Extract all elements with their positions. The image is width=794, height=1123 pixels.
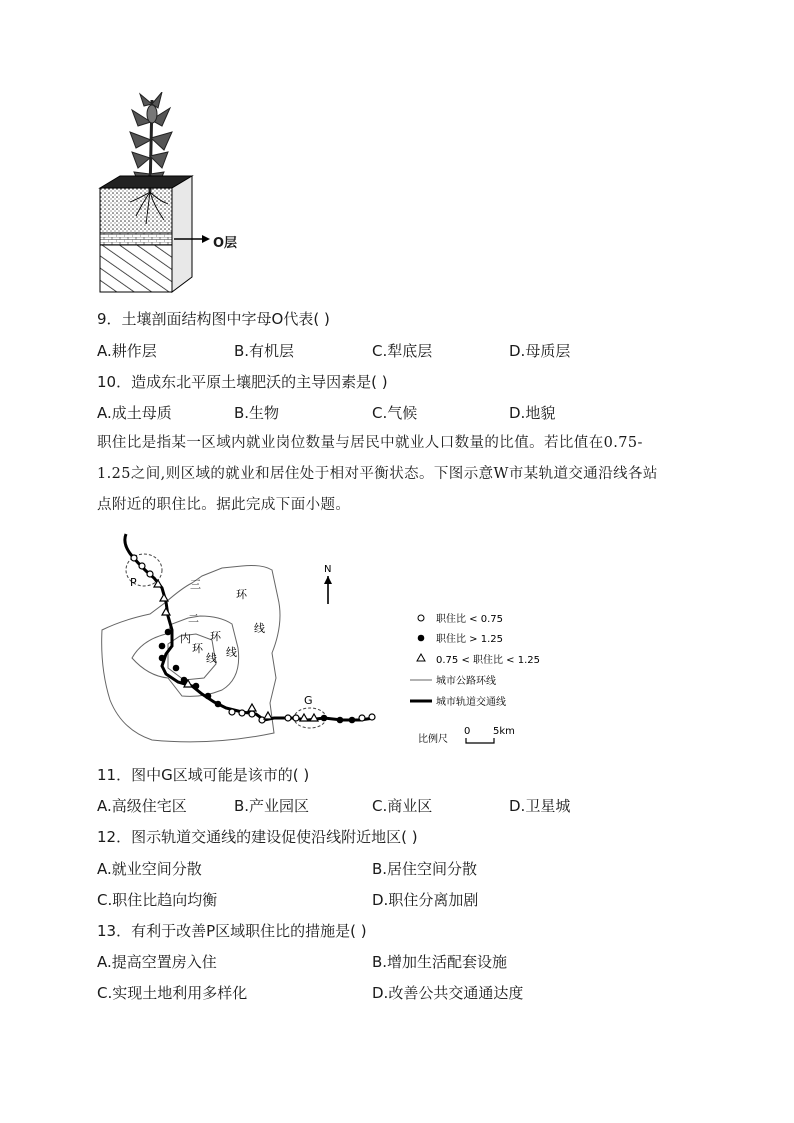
stations-low (131, 555, 375, 723)
label-g: G (304, 694, 313, 707)
q9-option-d: D.母质层 (509, 342, 571, 360)
q11-option-c: C.商业区 (372, 797, 433, 815)
inner-char-2: 环 (192, 642, 203, 655)
inner-char-3: 线 (206, 652, 217, 665)
q9-option-a: A.耕作层 (97, 342, 157, 360)
q12-option-b: B.居住空间分散 (372, 860, 478, 878)
question-13-stem: 13．有利于改善P区域职住比的措施是( ) (97, 922, 367, 940)
question-11-stem: 11．图中G区域可能是该市的( ) (97, 766, 310, 784)
q13-option-a: A.提高空置房入住 (97, 953, 217, 971)
soil-layer-parent (100, 245, 172, 292)
passage-line-1: 职住比是指某一区域内就业岗位数量与居民中就业人口数量的比值。若比值在0.75- (97, 435, 643, 451)
scale-bar (466, 738, 494, 743)
soil-profile-diagram (92, 92, 262, 302)
north-label: N (324, 564, 332, 575)
legend-low: 职住比 < 0.75 (436, 614, 504, 625)
map-legend (410, 612, 540, 745)
question-10-stem: 10．造成东北平原土壤肥沃的主导因素是( ) (97, 373, 388, 391)
ring2-char-2: 环 (210, 630, 221, 643)
scale-zero: 0 (464, 726, 471, 737)
q9-option-b: B.有机层 (234, 342, 295, 360)
rail-map-figure (92, 528, 552, 758)
q10-option-a: A.成土母质 (97, 404, 172, 422)
q10-option-c: C.气候 (372, 404, 418, 422)
scale-label: 比例尺 (418, 734, 448, 745)
soil-profile-figure (92, 92, 262, 302)
q10-option-d: D.地貌 (509, 404, 556, 422)
q13-option-d: D.改善公共交通通达度 (372, 984, 524, 1002)
q13-option-b: B.增加生活配套设施 (372, 953, 508, 971)
rail-map (92, 528, 552, 758)
legend-rail: 城市轨道交通线 (436, 697, 506, 708)
north-arrow-icon (324, 564, 332, 604)
legend-ring-road: 城市公路环线 (436, 676, 496, 687)
question-12-stem: 12．图示轨道交通线的建设促使沿线附近地区( ) (97, 828, 418, 846)
passage (97, 428, 697, 521)
passage-line-3: 点附近的职住比。据此完成下面小题。 (97, 497, 351, 513)
soil-layer-o (100, 233, 172, 245)
ring2-char-3: 线 (226, 646, 237, 659)
rail-line (125, 534, 374, 720)
legend-high: 职住比 > 1.25 (436, 634, 504, 645)
inner-char-1: 内 (180, 632, 191, 645)
q10-option-b: B.生物 (234, 404, 280, 422)
ring3-char-3: 线 (254, 622, 265, 635)
ring3-char-1: 三 (190, 578, 201, 591)
q9-option-c: C.犁底层 (372, 342, 433, 360)
label-p: P (130, 576, 137, 589)
q11-option-a: A.高级住宅区 (97, 797, 187, 815)
legend-balanced: 0.75 < 职住比 < 1.25 (436, 655, 541, 666)
passage-line-2: 1.25之间,则区域的就业和居住处于相对平衡状态。下图示意W市某轨道交通沿线各站 (97, 466, 658, 482)
q12-option-c: C.职住比趋向均衡 (97, 891, 218, 909)
soil-layer-organic (100, 188, 172, 233)
q11-option-d: D.卫星城 (509, 797, 571, 815)
question-9-stem: 9．土壤剖面结构图中字母O代表( ) (97, 310, 330, 328)
q12-option-d: D.职住分离加剧 (372, 891, 479, 909)
q11-option-b: B.产业园区 (234, 797, 310, 815)
scale-5km: 5km (493, 726, 515, 737)
ring3-char-2: 环 (236, 588, 247, 601)
q12-option-a: A.就业空间分散 (97, 860, 202, 878)
ring2-char-1: 二 (188, 612, 199, 625)
o-layer-label: O层 (213, 236, 238, 251)
q13-option-c: C.实现土地利用多样化 (97, 984, 248, 1002)
